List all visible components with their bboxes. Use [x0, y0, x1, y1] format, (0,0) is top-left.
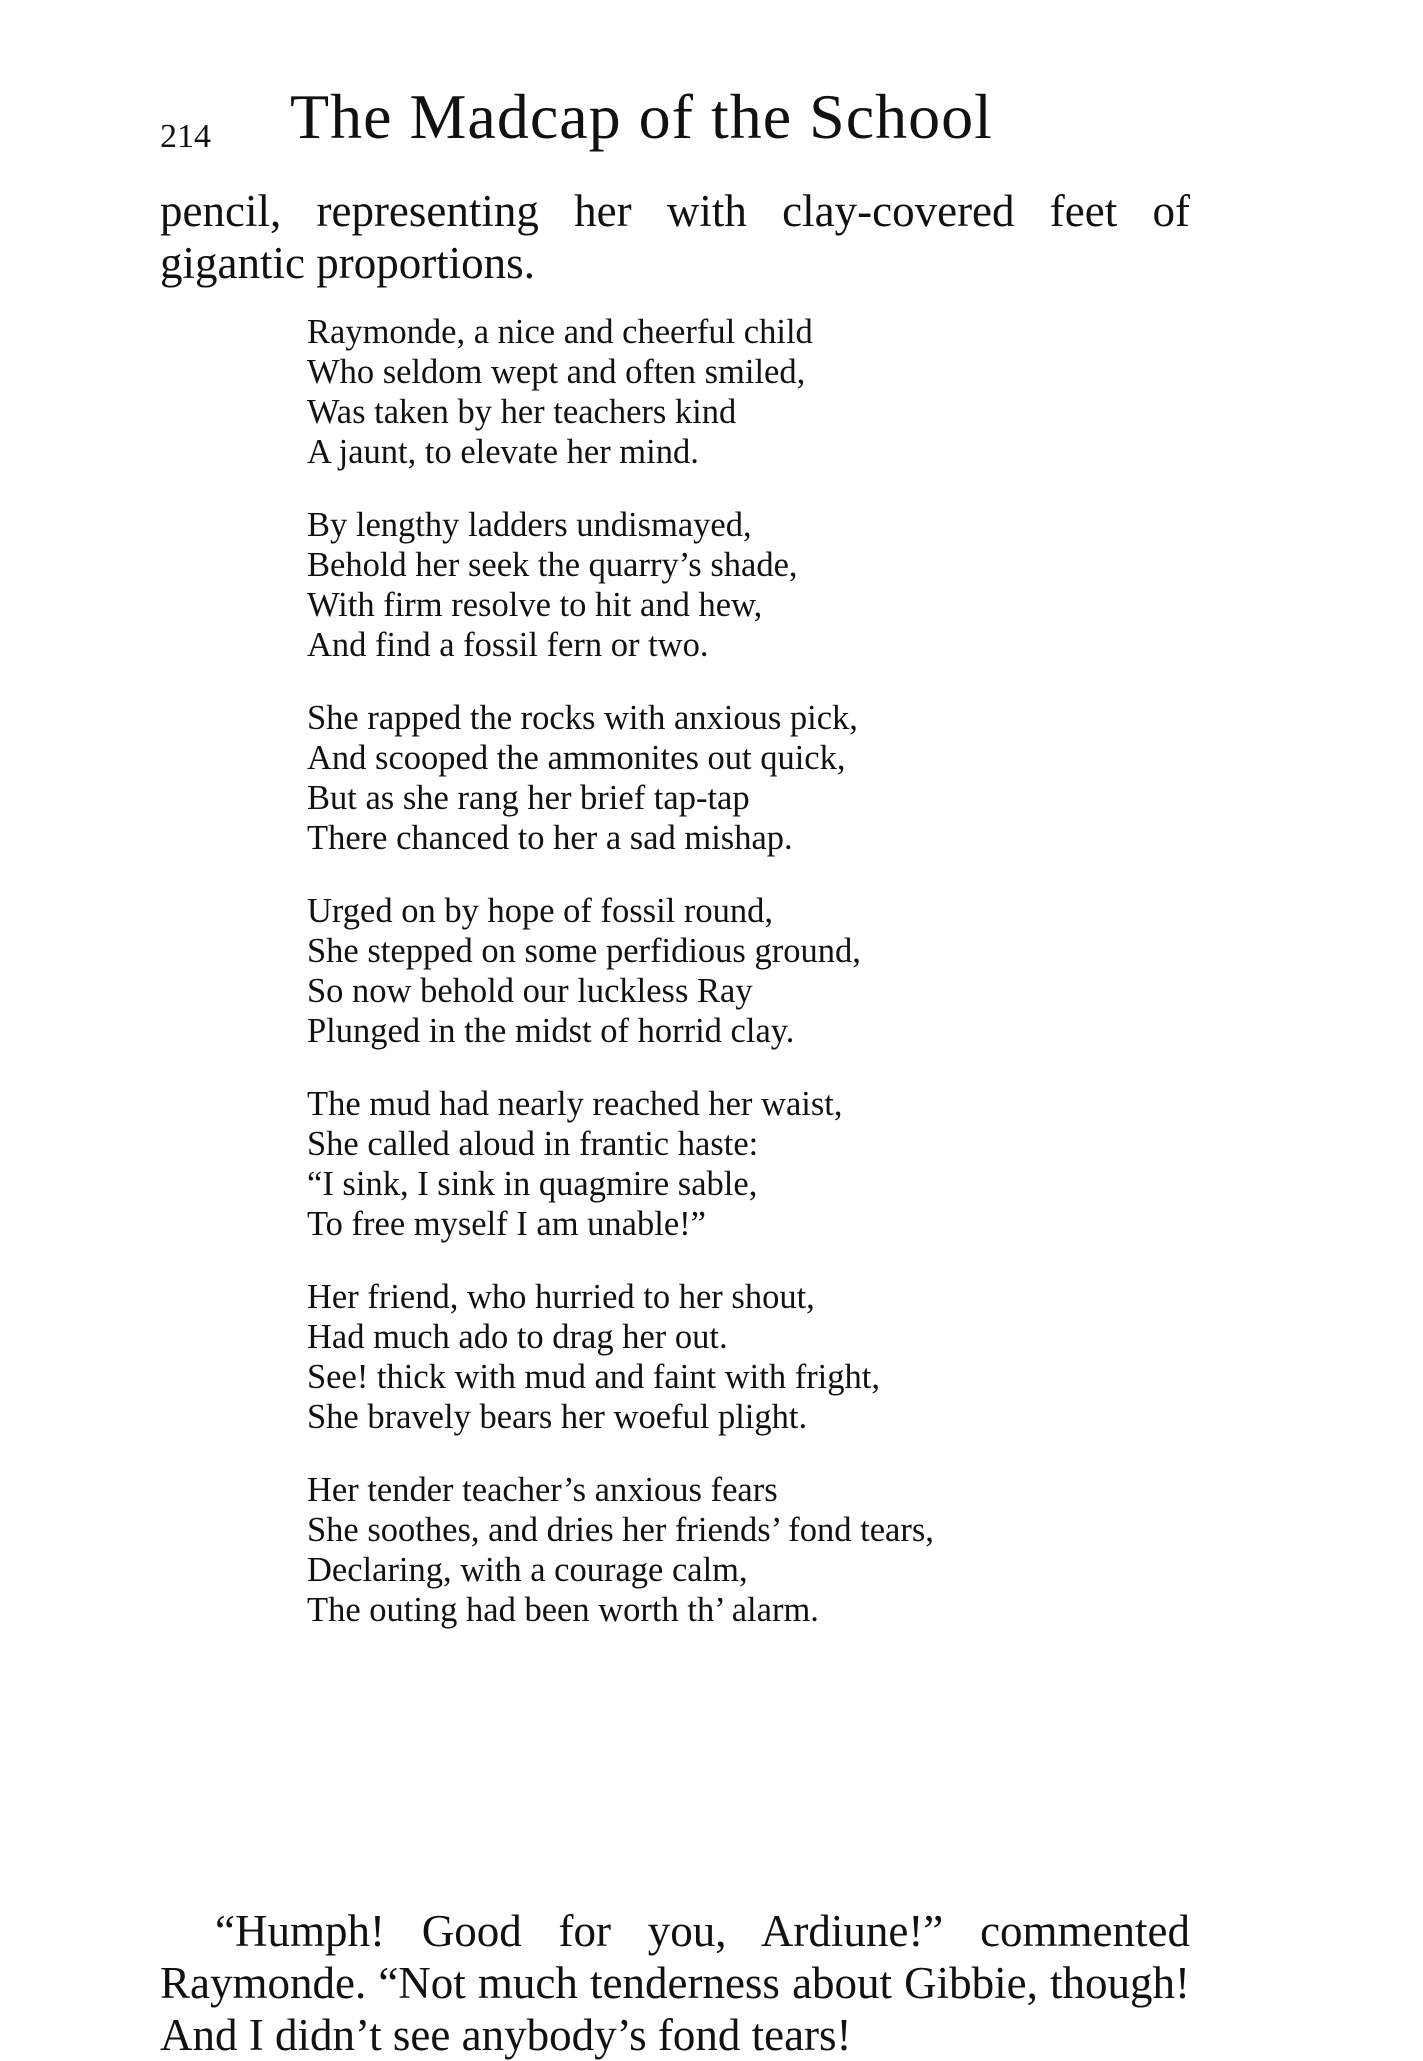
closing-paragraph: “Humph! Good for you, Ardiune!” commented Raymonde. “Not much tenderness about Gibbie, though! And I didn’t see anybody’s fond tears!	[160, 1906, 1190, 2060]
poem-line: And find a fossil fern or two.	[307, 626, 709, 664]
poem-line: Urged on by hope of fossil round,	[307, 892, 774, 930]
poem-stanza	[307, 1277, 1127, 1437]
poem-stanza	[307, 1084, 1127, 1244]
poem-stanza	[307, 505, 1127, 665]
poem-stanza	[307, 891, 1127, 1051]
poem-line: The mud had nearly reached her waist,	[307, 1085, 843, 1123]
poem	[307, 312, 1127, 1663]
poem-line: Raymonde, a nice and cheerful child	[307, 313, 813, 351]
poem-line: She rapped the rocks with anxious pick,	[307, 699, 858, 737]
poem-line: The outing had been worth th’ alarm.	[307, 1591, 819, 1629]
poem-line: She called aloud in frantic haste:	[307, 1125, 759, 1163]
poem-stanza	[307, 698, 1127, 858]
opening-paragraph: pencil, representing her with clay-covered feet of gigantic proportions.	[160, 186, 1190, 288]
poem-line: Her friend, who hurried to her shout,	[307, 1278, 815, 1316]
poem-line: She bravely bears her woeful plight.	[307, 1398, 808, 1436]
poem-line: Had much ado to drag her out.	[307, 1318, 728, 1356]
poem-line: But as she rang her brief tap-tap	[307, 779, 750, 817]
poem-line: Was taken by her teachers kind	[307, 393, 737, 431]
poem-line: She stepped on some perfidious ground,	[307, 932, 861, 970]
poem-line: To free myself I am unable!”	[307, 1205, 706, 1243]
poem-stanza	[307, 312, 1127, 472]
poem-line: “I sink, I sink in quagmire sable,	[307, 1165, 758, 1203]
poem-line: Her tender teacher’s anxious fears	[307, 1471, 778, 1509]
poem-line: So now behold our luckless Ray	[307, 972, 753, 1010]
poem-line: Behold her seek the quarry’s shade,	[307, 546, 798, 584]
poem-line: She soothes, and dries her friends’ fond tears,	[307, 1511, 934, 1549]
poem-line: And scooped the ammonites out quick,	[307, 739, 846, 777]
page-header	[160, 80, 1260, 160]
page-number: 214	[160, 118, 211, 155]
poem-line: Declaring, with a courage calm,	[307, 1551, 748, 1589]
poem-line: By lengthy ladders undismayed,	[307, 506, 752, 544]
poem-line: See! thick with mud and faint with fright,	[307, 1358, 880, 1396]
poem-line: There chanced to her a sad mishap.	[307, 819, 793, 857]
poem-line: Who seldom wept and often smiled,	[307, 353, 806, 391]
poem-stanza	[307, 1470, 1127, 1630]
poem-line: A jaunt, to elevate her mind.	[307, 433, 699, 471]
poem-line: With firm resolve to hit and hew,	[307, 586, 763, 624]
running-title: The Madcap of the School	[290, 81, 993, 152]
poem-line: Plunged in the midst of horrid clay.	[307, 1012, 795, 1050]
